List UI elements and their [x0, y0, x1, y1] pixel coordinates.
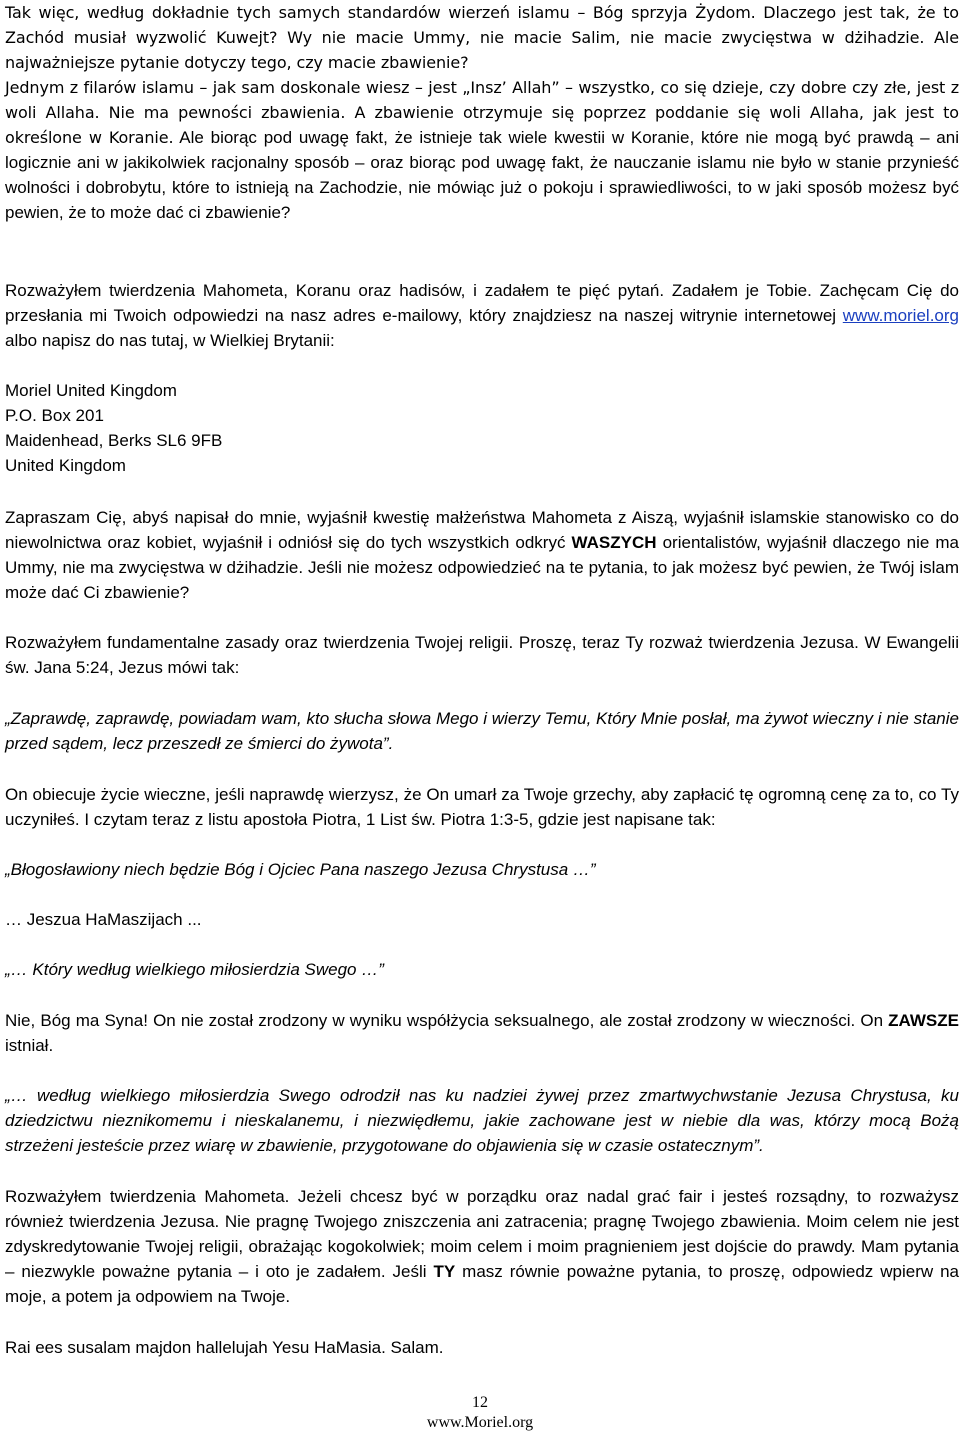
- page-number: 12: [472, 1394, 488, 1411]
- quote-1-peter-1-3-5: „… według wielkiego miłosierdzia Swego odrodził nas ku nadziei żywej przez zmartwychwstanie Jezusa Chrystusa, ku dziedzictwu nieznikomemu i nieskalanemu, i niezwiędłemu, jakie zachowane jest w niebie dla was, którzy mocą Bożą strzeżeni jesteście przez wiarę w zbawienie, przygotowane do objawienia się w czasie ostatecznym”.: [5, 1086, 959, 1155]
- postal-address: [5, 378, 959, 478]
- paragraph-invitation: [5, 505, 959, 605]
- paragraph-eternal-life: On obiecuje życie wieczne, jeśli naprawdę wierzysz, że On umarł za Twoje grzechy, aby zapłacić tę ogromną cenę za to, co Ty uczyniłeś. I czytam teraz z listu apostoła Piotra, 1 List św. Piotra 1:3-5, gdzie jest napisane tak:: [5, 785, 959, 829]
- page-footer: [0, 1393, 960, 1433]
- quote-great-mercy: „… Który według wielkiego miłosierdzia Swego …”: [5, 960, 384, 979]
- quote-blessed-be-god: „Błogosławiony niech będzie Bóg i Ojciec Pana naszego Jezusa Chrystusa …”: [5, 860, 596, 879]
- address-line: Maidenhead, Berks SL6 9FB: [5, 431, 223, 450]
- paragraph-insz-allah-part-a: Jednym z filarów islamu – jak sam doskonale wiesz – jest „Insz’ Allah” – wszystko, co się dzieje, czy dobre czy złe, jest z woli Allaha. Nie ma pewności zbawienia. A zbawienie otrzymuje się poprzez poddanie się woli Allaha, jak jest to określone w Koranie.: [5, 78, 959, 147]
- paragraph-five-questions-text: Rozważyłem twierdzenia Mahometa, Koranu oraz hadisów, i zadałem te pięć pytań. Zadałem je Tobie. Zachęcam Cię do przesłania mi Twoich odpowiedzi na nasz adres e-mailowy, który znajdziesz na naszej witrynie internetowej: [5, 281, 959, 325]
- paragraph-consider-jesus: Rozważyłem fundamentalne zasady oraz twierdzenia Twojej religii. Proszę, teraz Ty rozważ twierdzenia Jezusa. W Ewangelii św. Jana 5:24, Jezus mówi tak:: [5, 633, 959, 677]
- paragraph-insz-allah: [5, 75, 959, 225]
- paragraph-closing-appeal: [5, 1184, 959, 1309]
- address-line: United Kingdom: [5, 456, 126, 475]
- address-line: P.O. Box 201: [5, 406, 104, 425]
- paragraph-closing-appeal-text: Rozważyłem twierdzenia Mahometa. Jeżeli chcesz być w porządku oraz nadal grać fair i jesteś rozsądny, to rozważysz również twierdzenia Jezusa. Nie pragnę Twojego zniszczenia ani zatracenia; pragnę Twojego zbawienia. Moim celem nie jest zdyskredytowanie Twojej religii, obrażając kogokolwiek; moim celem i moim pragnieniem jest dojście do prawdy. Mam pytania – niezwykle poważne pytania – i oto je zadałem. Jeśli: [5, 1187, 959, 1281]
- paragraph-god-has-son-tail: istniał.: [5, 1036, 54, 1055]
- paragraph-invitation-text: Zapraszam Cię, abyś napisał do mnie, wyjaśnił kwestię małżeństwa Mahometa z Aiszą, wyjaśnił islamskie stanowisko co do niewolnictwa oraz kobiet, wyjaśnił i odniósł się do tych wszystkich odkryć: [5, 508, 959, 552]
- paragraph-five-questions: [5, 278, 959, 353]
- moriel-link-domain[interactable]: moriel.org: [883, 306, 959, 325]
- paragraph-salam: Rai ees susalam majdon hallelujah Yesu HaMasia. Salam.: [5, 1338, 444, 1357]
- paragraph-god-has-son-text: Nie, Bóg ma Syna! On nie został zrodzony w wyniku współżycia seksualnego, ale został zrodzony w wieczności. On: [5, 1011, 889, 1030]
- paragraph-intro: Tak więc, według dokładnie tych samych standardów wierzeń islamu – Bóg sprzyja Żydom. Dlaczego jest tak, że to Zachód musiał wyzwolić Kuwejt? Wy nie macie Ummy, nie macie Salim, nie macie zwycięstwa w dżihadzie. Ale najważniejsze pytanie dotyczy tego, czy macie zbawienie?: [5, 3, 959, 72]
- emphasis-ty: TY: [433, 1262, 456, 1281]
- footer-site: www.Moriel.org: [426, 1414, 534, 1431]
- moriel-link-www[interactable]: www.: [842, 306, 884, 325]
- paragraph-insz-allah-part-b: Ale biorąc pod uwagę fakt, że istnieje tak wiele kwestii w Koranie, które nie mogą być prawdą – ani logicznie ani w jakikolwiek racjonalny sposób – oraz biorąc pod uwagę fakt, że nauczanie islamu nie było w stanie przynieść wolności i dobrobytu, które to istnieją na Zachodzie, nie mówiąc już o pokoju i sprawiedliwości, to w jaki sposób możesz być pewien, że to może dać ci zbawienie?: [5, 128, 959, 222]
- emphasis-waszych: WASZYCH: [571, 533, 657, 552]
- paragraph-invitation-tail: orientalistów, wyjaśnił dlaczego nie ma Ummy, nie ma zwycięstwa w dżihadzie. Jeśli nie możesz odpowiedzieć na te pytania, to jak możesz być pewien, że Twój islam może dać Ci zbawienie?: [5, 533, 959, 602]
- paragraph-five-questions-tail: albo napisz do nas tutaj, w Wielkiej Brytanii:: [5, 331, 335, 350]
- paragraph-yeshua: … Jeszua HaMaszijach ...: [5, 910, 202, 929]
- paragraph-god-has-son: [5, 1008, 959, 1058]
- paragraph-closing-appeal-tail: masz równie poważne pytania, to proszę, odpowiedz wpierw na moje, a potem ja odpowiem na Twoje.: [5, 1262, 959, 1306]
- quote-john-5-24: „Zaprawdę, zaprawdę, powiadam wam, kto słucha słowa Mego i wierzy Temu, Który Mnie posłał, ma żywot wieczny i nie stanie przed sądem, lecz przeszedł ze śmierci do żywota”.: [5, 709, 959, 753]
- emphasis-zawsze: ZAWSZE: [888, 1011, 959, 1030]
- address-line: Moriel United Kingdom: [5, 381, 177, 400]
